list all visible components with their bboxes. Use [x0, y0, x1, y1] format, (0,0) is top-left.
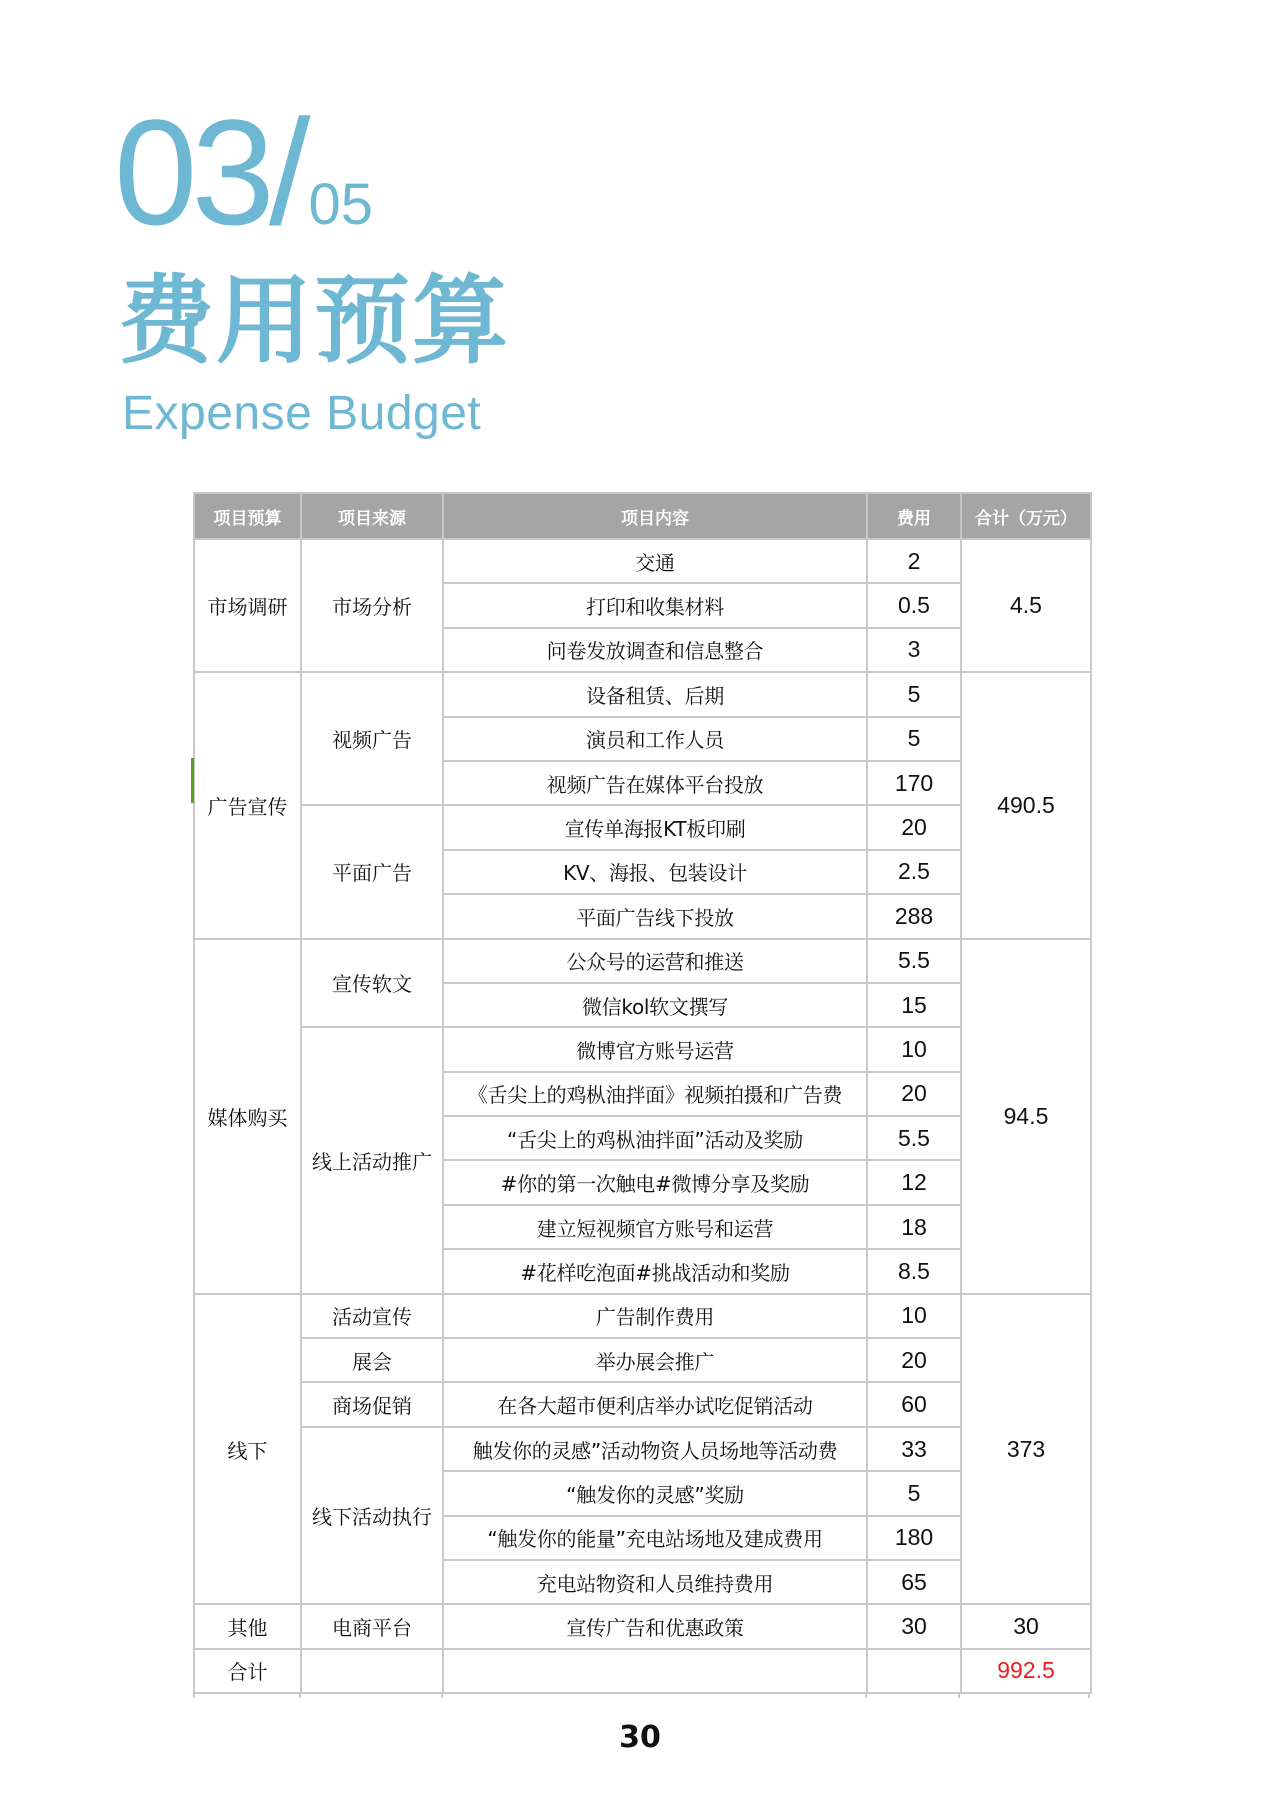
budget-category-cell: 广告宣传 [194, 672, 301, 938]
fee-cell: 33 [867, 1427, 961, 1471]
fee-cell: 180 [867, 1516, 961, 1560]
content-cell: 宣传单海报KT板印刷 [443, 805, 867, 849]
content-cell: 交通 [443, 539, 867, 583]
header-source: 项目来源 [301, 493, 443, 539]
content-cell: #花样吃泡面#挑战活动和奖励 [443, 1249, 867, 1293]
cell-cursor-marker [191, 758, 194, 803]
table-header-row [194, 493, 1091, 539]
content-cell: #你的第一次触电#微博分享及奖励 [443, 1160, 867, 1204]
table-row [194, 1027, 1091, 1071]
fee-cell: 60 [867, 1382, 961, 1426]
section-total-cell: 30 [961, 1604, 1091, 1648]
header-total: 合计（万元） [961, 493, 1091, 539]
source-cell: 平面广告 [301, 805, 443, 938]
tick [299, 1692, 301, 1698]
content-cell: “触发你的能量”充电站场地及建成费用 [443, 1516, 867, 1560]
fee-cell: 5.5 [867, 1116, 961, 1160]
fee-cell: 5.5 [867, 939, 961, 983]
source-cell: 商场促销 [301, 1382, 443, 1426]
fee-cell: 3 [867, 628, 961, 672]
budget-category-cell: 市场调研 [194, 539, 301, 672]
content-cell: 触发你的灵感”活动物资人员场地等活动费 [443, 1427, 867, 1471]
section-separator: / [268, 88, 311, 256]
content-cell: KV、海报、包装设计 [443, 850, 867, 894]
source-cell: 电商平台 [301, 1604, 443, 1648]
budget-table [193, 492, 1092, 1694]
fee-cell: 65 [867, 1560, 961, 1604]
header-budget: 项目预算 [194, 493, 301, 539]
fee-cell: 8.5 [867, 1249, 961, 1293]
fee-cell: 30 [867, 1604, 961, 1648]
empty-cell [301, 1649, 443, 1693]
empty-cell [867, 1649, 961, 1693]
table-row [194, 1382, 1091, 1426]
content-cell: “触发你的灵感”奖励 [443, 1471, 867, 1515]
fee-cell: 5 [867, 672, 961, 716]
content-cell: 建立短视频官方账号和运营 [443, 1205, 867, 1249]
content-cell: 问卷发放调查和信息整合 [443, 628, 867, 672]
source-cell: 线上活动推广 [301, 1027, 443, 1293]
tick [193, 1692, 195, 1698]
content-cell: 广告制作费用 [443, 1294, 867, 1338]
fee-cell: 18 [867, 1205, 961, 1249]
table-row [194, 672, 1091, 716]
source-cell: 宣传软文 [301, 939, 443, 1028]
fee-cell: 12 [867, 1160, 961, 1204]
content-cell: “舌尖上的鸡枞油拌面”活动及奖励 [443, 1116, 867, 1160]
fee-cell: 20 [867, 1072, 961, 1116]
fee-cell: 20 [867, 805, 961, 849]
tick [865, 1692, 867, 1698]
fee-cell: 2 [867, 539, 961, 583]
source-cell: 市场分析 [301, 539, 443, 672]
page-subtitle: Expense Budget [122, 387, 482, 440]
grand-total-value: 992.5 [961, 1649, 1091, 1693]
fee-cell: 10 [867, 1294, 961, 1338]
table-body [194, 539, 1091, 1693]
content-cell: 举办展会推广 [443, 1338, 867, 1382]
budget-category-cell: 其他 [194, 1604, 301, 1648]
content-cell: 充电站物资和人员维持费用 [443, 1560, 867, 1604]
header-fee: 费用 [867, 493, 961, 539]
section-total: 05 [308, 172, 374, 237]
section-total-cell: 4.5 [961, 539, 1091, 672]
content-cell: 微博官方账号运营 [443, 1027, 867, 1071]
page-number: 30 [619, 1720, 661, 1755]
header-content: 项目内容 [443, 493, 867, 539]
tick [958, 1692, 960, 1698]
page-title: 费用预算 [118, 265, 510, 377]
fee-cell: 20 [867, 1338, 961, 1382]
grand-total-row [194, 1649, 1091, 1693]
section-total-cell: 373 [961, 1294, 1091, 1605]
fee-cell: 2.5 [867, 850, 961, 894]
content-cell: 宣传广告和优惠政策 [443, 1604, 867, 1648]
section-number [114, 88, 374, 285]
grand-total-label: 合计 [194, 1649, 301, 1693]
content-cell: 打印和收集材料 [443, 583, 867, 627]
table-row [194, 1427, 1091, 1471]
table-row [194, 539, 1091, 583]
source-cell: 展会 [301, 1338, 443, 1382]
table-bottom-ticks [193, 1692, 1090, 1698]
content-cell: 《舌尖上的鸡枞油拌面》视频拍摄和广告费 [443, 1072, 867, 1116]
fee-cell: 170 [867, 761, 961, 805]
tick [441, 1692, 443, 1698]
fee-cell: 288 [867, 894, 961, 938]
budget-table-container [193, 492, 1090, 1694]
fee-cell: 5 [867, 1471, 961, 1515]
table-row [194, 1294, 1091, 1338]
content-cell: 平面广告线下投放 [443, 894, 867, 938]
table-row [194, 805, 1091, 849]
content-cell: 视频广告在媒体平台投放 [443, 761, 867, 805]
fee-cell: 0.5 [867, 583, 961, 627]
content-cell: 设备租赁、后期 [443, 672, 867, 716]
table-row [194, 1338, 1091, 1382]
content-cell: 演员和工作人员 [443, 717, 867, 761]
section-index: 03 [114, 88, 269, 256]
table-row [194, 1604, 1091, 1648]
table-row [194, 939, 1091, 983]
content-cell: 公众号的运营和推送 [443, 939, 867, 983]
section-total-cell: 94.5 [961, 939, 1091, 1294]
tick [1088, 1692, 1090, 1698]
empty-cell [443, 1649, 867, 1693]
fee-cell: 5 [867, 717, 961, 761]
budget-category-cell: 媒体购买 [194, 939, 301, 1294]
source-cell: 活动宣传 [301, 1294, 443, 1338]
fee-cell: 10 [867, 1027, 961, 1071]
section-total-cell: 490.5 [961, 672, 1091, 938]
fee-cell: 15 [867, 983, 961, 1027]
content-cell: 在各大超市便利店举办试吃促销活动 [443, 1382, 867, 1426]
content-cell: 微信kol软文撰写 [443, 983, 867, 1027]
source-cell: 线下活动执行 [301, 1427, 443, 1605]
budget-category-cell: 线下 [194, 1294, 301, 1605]
source-cell: 视频广告 [301, 672, 443, 805]
